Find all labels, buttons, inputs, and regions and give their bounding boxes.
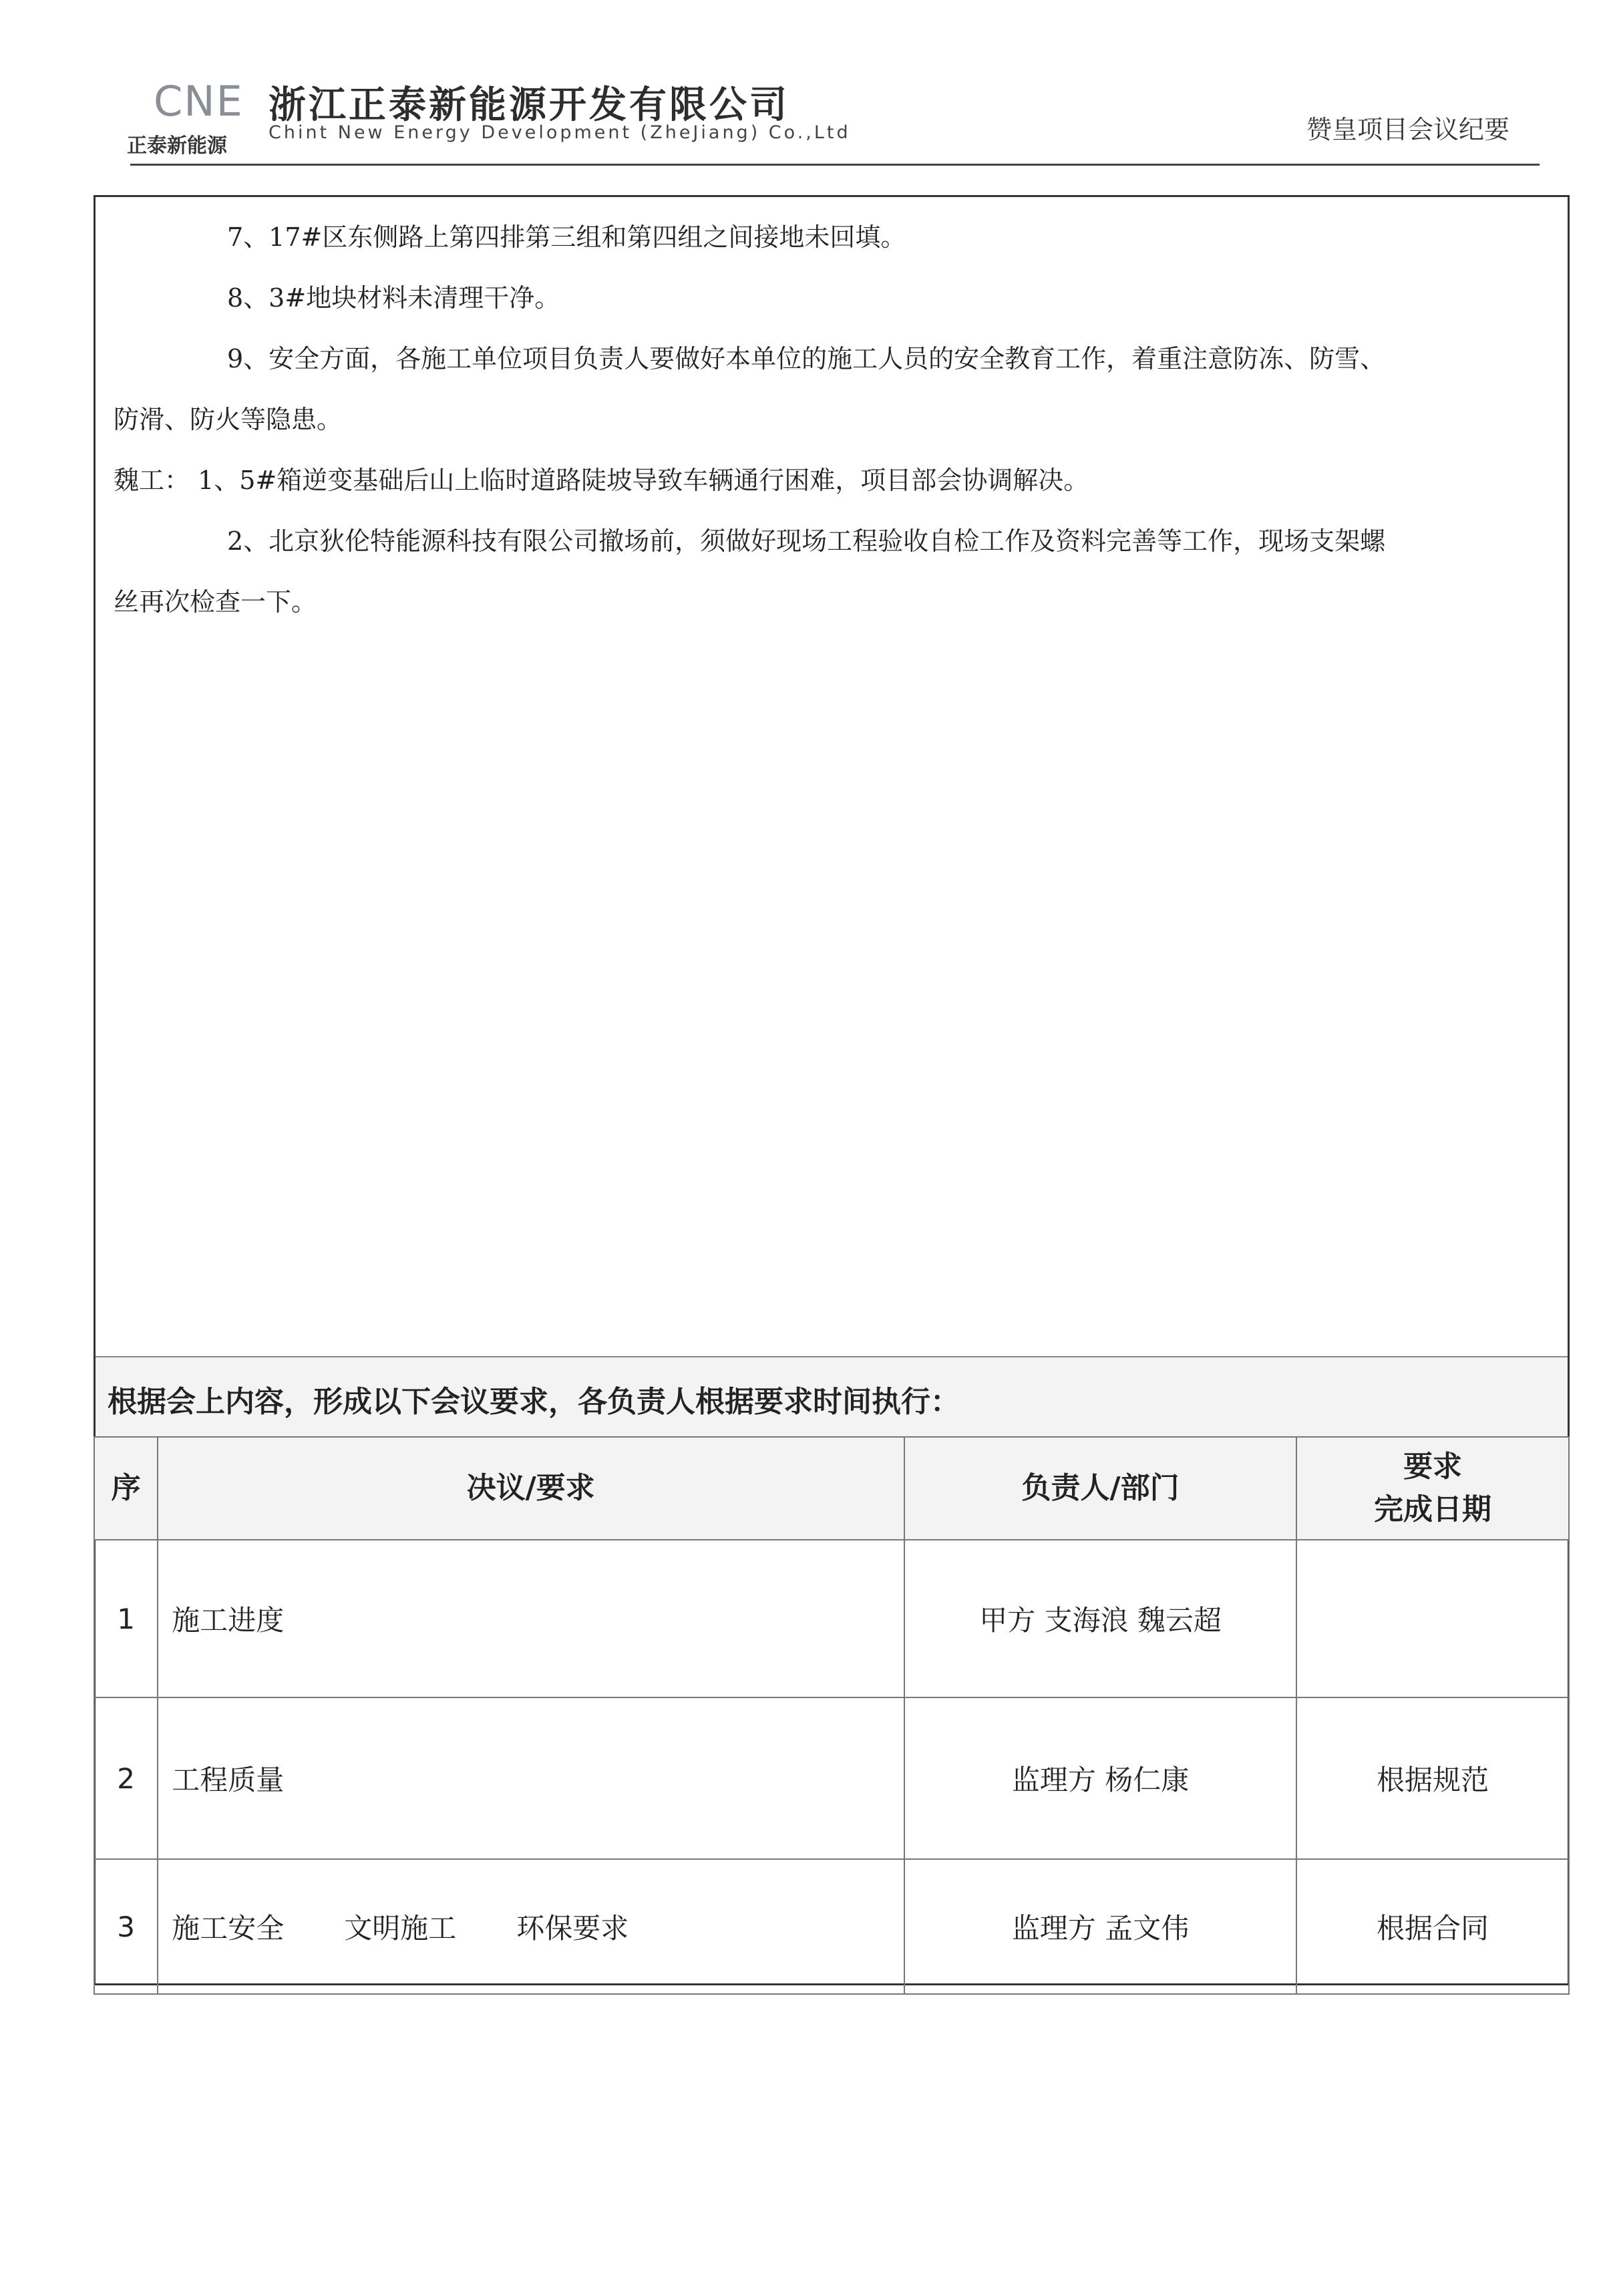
header-item: 决议/要求 <box>158 1437 904 1540</box>
header-no: 序 <box>94 1437 158 1540</box>
meeting-notes <box>114 207 1563 633</box>
row-no: 3 <box>94 1859 158 1994</box>
row-item <box>158 1859 904 1994</box>
note-line: 9、安全方面，各施工单位项目负责人要做好本单位的施工人员的安全教育工作，着重注意防冻、防雪、 <box>227 344 1386 373</box>
note-line: 魏工： 1、5#箱逆变基础后山上临时道路陡坡导致车辆通行困难，项目部会协调解决。 <box>114 466 1089 495</box>
row-item-text: 环保要求 <box>516 1912 629 1945</box>
table-row <box>94 1697 1569 1859</box>
note-line: 丝再次检查一下。 <box>114 587 317 617</box>
header-person: 负责人/部门 <box>904 1437 1296 1540</box>
row-person: 甲方 支海浪 魏云超 <box>904 1540 1296 1697</box>
logo-text: CNE <box>154 77 244 126</box>
note-line: 2、北京狄伦特能源科技有限公司撤场前，须做好现场工程验收自检工作及资料完善等工作，现场支架螺 <box>227 526 1386 556</box>
row-item-text: 施工安全 <box>172 1912 285 1945</box>
company-name-en: Chint New Energy Development (ZheJiang) Co.,Ltd <box>269 122 851 143</box>
row-person: 监理方 孟文伟 <box>904 1859 1296 1994</box>
requirements-intro-band <box>96 1356 1568 1436</box>
row-no: 1 <box>94 1540 158 1697</box>
logo-cn-text: 正泰新能源 <box>127 134 227 158</box>
row-date <box>1296 1540 1569 1697</box>
note-line: 防滑、防火等隐患。 <box>114 405 343 434</box>
row-person: 监理方 杨仁康 <box>904 1697 1296 1859</box>
note-line: 8、3#地块材料未清理干净。 <box>227 283 560 313</box>
row-item-text: 工程质量 <box>172 1764 285 1796</box>
row-date: 根据合同 <box>1296 1859 1569 1994</box>
row-item <box>158 1540 904 1697</box>
table-row <box>94 1540 1569 1697</box>
company-name-cn: 浙江正泰新能源开发有限公司 <box>269 84 789 127</box>
row-date: 根据规范 <box>1296 1697 1569 1859</box>
table-row <box>94 1859 1569 1994</box>
row-item-text: 施工进度 <box>172 1604 285 1637</box>
header-date-line2: 完成日期 <box>1374 1492 1492 1526</box>
header-date <box>1296 1437 1569 1540</box>
row-item-text: 文明施工 <box>344 1912 457 1945</box>
requirements-intro: 根据会上内容，形成以下会议要求，各负责人根据要求时间执行： <box>108 1385 960 1419</box>
row-item <box>158 1697 904 1859</box>
company-logo <box>127 77 254 157</box>
row-no: 2 <box>94 1697 158 1859</box>
header-divider <box>130 164 1540 166</box>
requirements-table <box>94 1436 1570 1995</box>
header-date-line1: 要求 <box>1403 1450 1463 1484</box>
table-header-row <box>94 1437 1569 1540</box>
note-line: 7、17#区东侧路上第四排第三组和第四组之间接地未回填。 <box>227 222 906 252</box>
page-header <box>127 63 1536 164</box>
document-title: 赞皇项目会议纪要 <box>1306 115 1509 144</box>
